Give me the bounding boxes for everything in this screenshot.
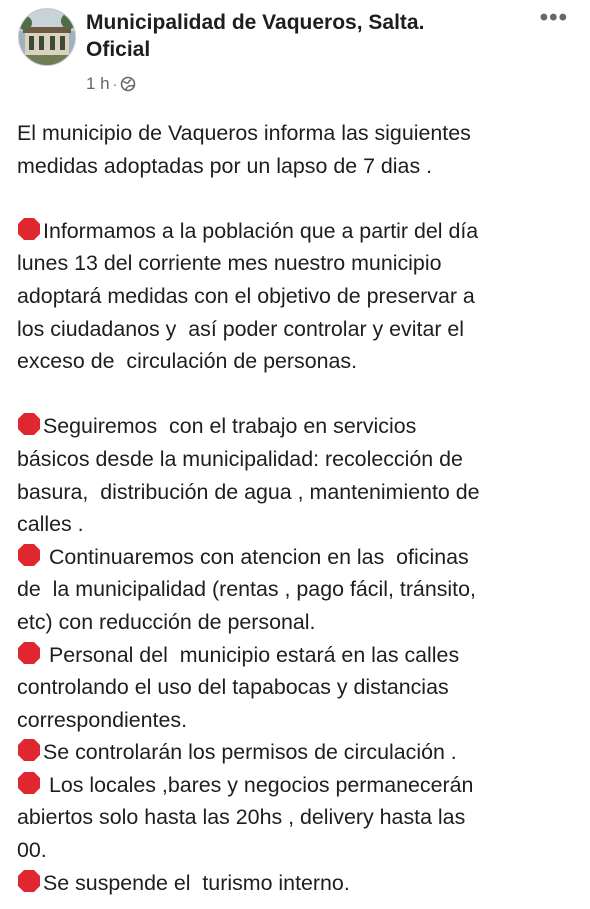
measure-paragraph-2: [17, 410, 583, 540]
meta-separator: ·: [112, 76, 118, 92]
text-line: adoptará medidas con el objetivo de preservar a: [17, 283, 475, 308]
stop-sign-icon: [17, 543, 41, 567]
text-line: etc) con reducción de personal.: [17, 609, 316, 634]
stop-sign-icon: [17, 771, 41, 795]
text-line: calles .: [17, 512, 84, 537]
measure-paragraph-5: [17, 736, 583, 769]
text-line: lunes 13 del corriente mes nuestro municipio: [17, 251, 442, 276]
building-photo-icon: [19, 9, 75, 65]
globe-icon: [120, 76, 136, 92]
text-line: Los locales ,bares y negocios permanecerán: [43, 772, 474, 797]
text-line: Continuaremos con atencion en las oficinas: [43, 544, 469, 569]
intro-paragraph: [17, 117, 583, 182]
text-line: Se suspende el turismo interno.: [43, 870, 350, 895]
text-line: exceso de circulación de personas.: [17, 349, 358, 374]
post-meta: [86, 74, 136, 94]
measure-paragraph-1: [17, 215, 583, 378]
text-line: 00.: [17, 838, 47, 863]
text-line: Informamos a la población que a partir del día: [43, 218, 479, 243]
text-line: básicos desde la municipalidad: recolección de: [17, 446, 463, 471]
stop-sign-icon: [17, 738, 41, 762]
text-line: abiertos solo hasta las 20hs , delivery hasta las: [17, 805, 466, 830]
text-line: Se controlarán los permisos de circulación .: [43, 740, 457, 765]
text-line: medidas adoptadas por un lapso de 7 dias .: [17, 153, 433, 178]
post-text: [17, 117, 583, 899]
stop-sign-icon: [17, 217, 41, 241]
page-avatar[interactable]: [18, 8, 76, 66]
author-name-line1: Municipalidad de Vaqueros, Salta.: [86, 11, 425, 34]
text-line: El municipio de Vaqueros informa las siguientes: [17, 121, 471, 145]
post-header: [18, 6, 576, 98]
text-line: Personal del municipio estará en las calles: [43, 642, 460, 667]
stop-sign-icon: [17, 869, 41, 893]
post-timestamp[interactable]: 1 h: [86, 74, 110, 93]
text-line: de la municipalidad (rentas , pago fácil, tránsito,: [17, 577, 476, 602]
text-line: Seguiremos con el trabajo en servicios: [43, 414, 417, 439]
text-line: controlando el uso del tapabocas y distancias: [17, 675, 449, 700]
text-line: basura, distribución de agua , mantenimiento de: [17, 479, 480, 504]
measure-paragraph-6: [17, 769, 583, 867]
measure-paragraph-3: [17, 541, 583, 639]
measure-paragraph-7: [17, 867, 583, 900]
text-line: los ciudadanos y así poder controlar y evitar el: [17, 316, 465, 341]
stop-sign-icon: [17, 412, 41, 436]
author-name[interactable]: [86, 9, 506, 63]
author-name-line2: Oficial: [86, 38, 151, 61]
more-options-icon[interactable]: •••: [539, 4, 568, 31]
text-line: correspondientes.: [17, 707, 188, 732]
measure-paragraph-4: [17, 639, 583, 737]
stop-sign-icon: [17, 641, 41, 665]
